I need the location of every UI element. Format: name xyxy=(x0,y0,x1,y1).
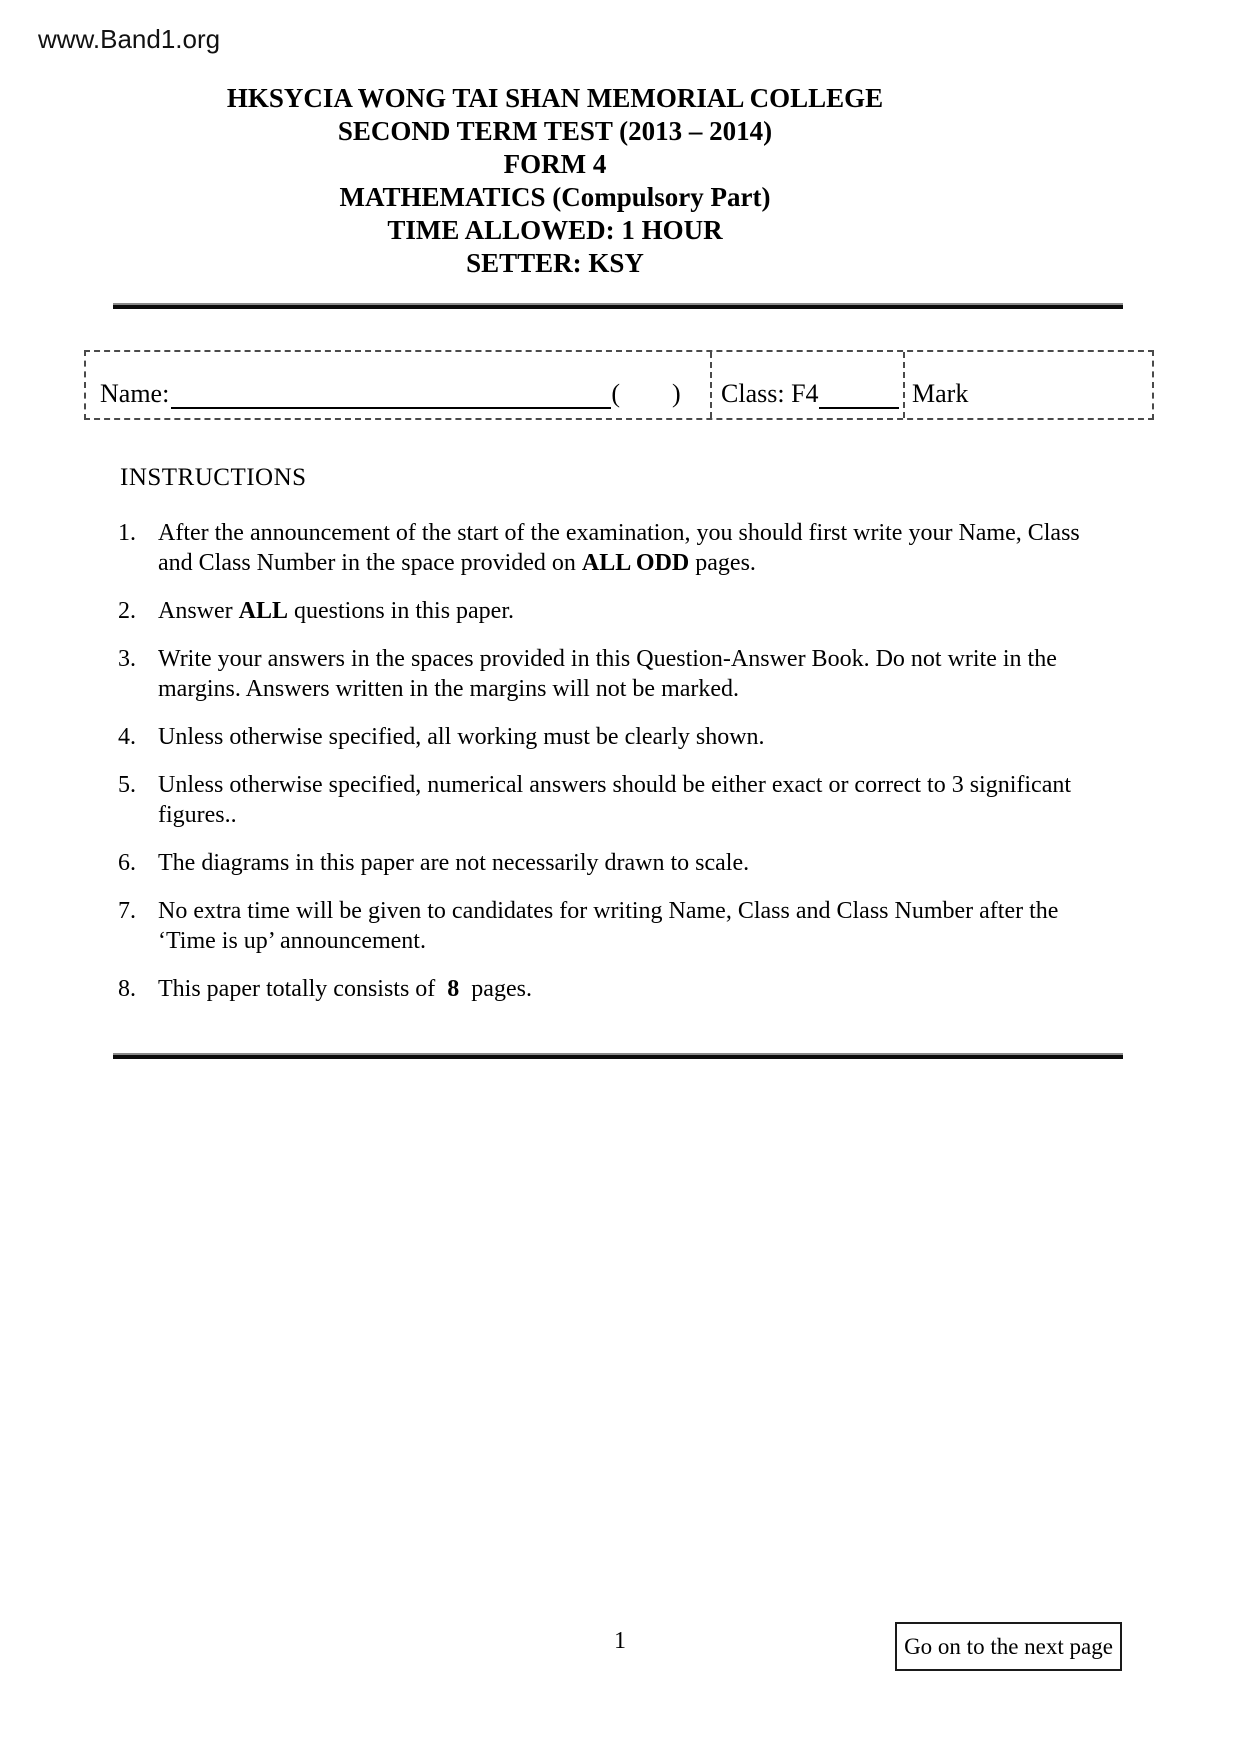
instruction-item xyxy=(118,518,1138,578)
instruction-item xyxy=(118,722,1138,752)
instruction-number: 6. xyxy=(118,850,136,876)
instruction-number: 5. xyxy=(118,772,136,798)
instruction-item xyxy=(118,770,1138,830)
name-blank-line xyxy=(171,377,611,409)
instruction-number: 8. xyxy=(118,976,136,1002)
name-cell xyxy=(86,352,710,418)
setter: SETTER: KSY xyxy=(466,248,644,278)
instruction-number: 7. xyxy=(118,898,136,924)
instructions-heading: INSTRUCTIONS xyxy=(120,464,307,491)
instruction-item xyxy=(118,974,1138,1004)
class-blank-line xyxy=(819,377,899,409)
instruction-number: 4. xyxy=(118,724,136,750)
instruction-text: Answer ALL questions in this paper. xyxy=(158,598,514,624)
class-number-paren-close: ) xyxy=(671,379,681,408)
instruction-text: Unless otherwise specified, all working must be clearly shown. xyxy=(158,724,765,750)
school-name: HKSYCIA WONG TAI SHAN MEMORIAL COLLEGE xyxy=(226,83,884,113)
instruction-text: No extra time will be given to candidates for writing Name, Class and Class Number after the ‘Time is up’ announcement. xyxy=(158,898,1059,954)
header-divider-rule xyxy=(113,303,1123,309)
instruction-number: 3. xyxy=(118,646,136,672)
instruction-text: After the announcement of the start of the examination, you should first write your Name, Class and Class Number in the space provided on ALL ODD pages. xyxy=(158,520,1080,576)
class-cell xyxy=(710,352,903,418)
time-allowed: TIME ALLOWED: 1 HOUR xyxy=(387,215,723,245)
instruction-item xyxy=(118,596,1138,626)
next-page-label: Go on to the next page xyxy=(904,1633,1113,1659)
watermark-url: www.Band1.org xyxy=(38,24,221,54)
instruction-item xyxy=(118,896,1138,956)
class-label: Class: F4 xyxy=(721,379,819,408)
candidate-info-box xyxy=(84,350,1154,420)
page-number: 1 xyxy=(614,1628,626,1654)
instructions-list xyxy=(118,518,1138,1004)
instruction-item xyxy=(118,848,1138,878)
bottom-divider-rule xyxy=(113,1053,1123,1059)
instruction-number: 1. xyxy=(118,520,136,546)
form-level: FORM 4 xyxy=(503,149,607,179)
exam-title: SECOND TERM TEST (2013 – 2014) xyxy=(337,116,773,146)
instruction-text: This paper totally consists of 8 pages. xyxy=(158,976,532,1002)
subject-title: MATHEMATICS (Compulsory Part) xyxy=(339,182,771,212)
name-label: Name: xyxy=(100,379,170,408)
next-page-notice-box xyxy=(895,1622,1122,1671)
mark-cell xyxy=(903,352,1152,418)
instruction-text: Write your answers in the spaces provided in this Question-Answer Book. Do not write in the margins. Answers written in the margins will not be marked. xyxy=(158,646,1057,702)
instruction-text: The diagrams in this paper are not necessarily drawn to scale. xyxy=(158,850,750,876)
instruction-text: Unless otherwise specified, numerical answers should be either exact or correct to 3 significant figures.. xyxy=(158,772,1072,828)
instructions-section xyxy=(118,463,1138,1022)
mark-label: Mark xyxy=(912,379,969,408)
instruction-number: 2. xyxy=(118,598,136,624)
exam-header xyxy=(0,82,1110,280)
instruction-item xyxy=(118,644,1138,704)
class-number-paren-open: ( xyxy=(611,379,620,408)
